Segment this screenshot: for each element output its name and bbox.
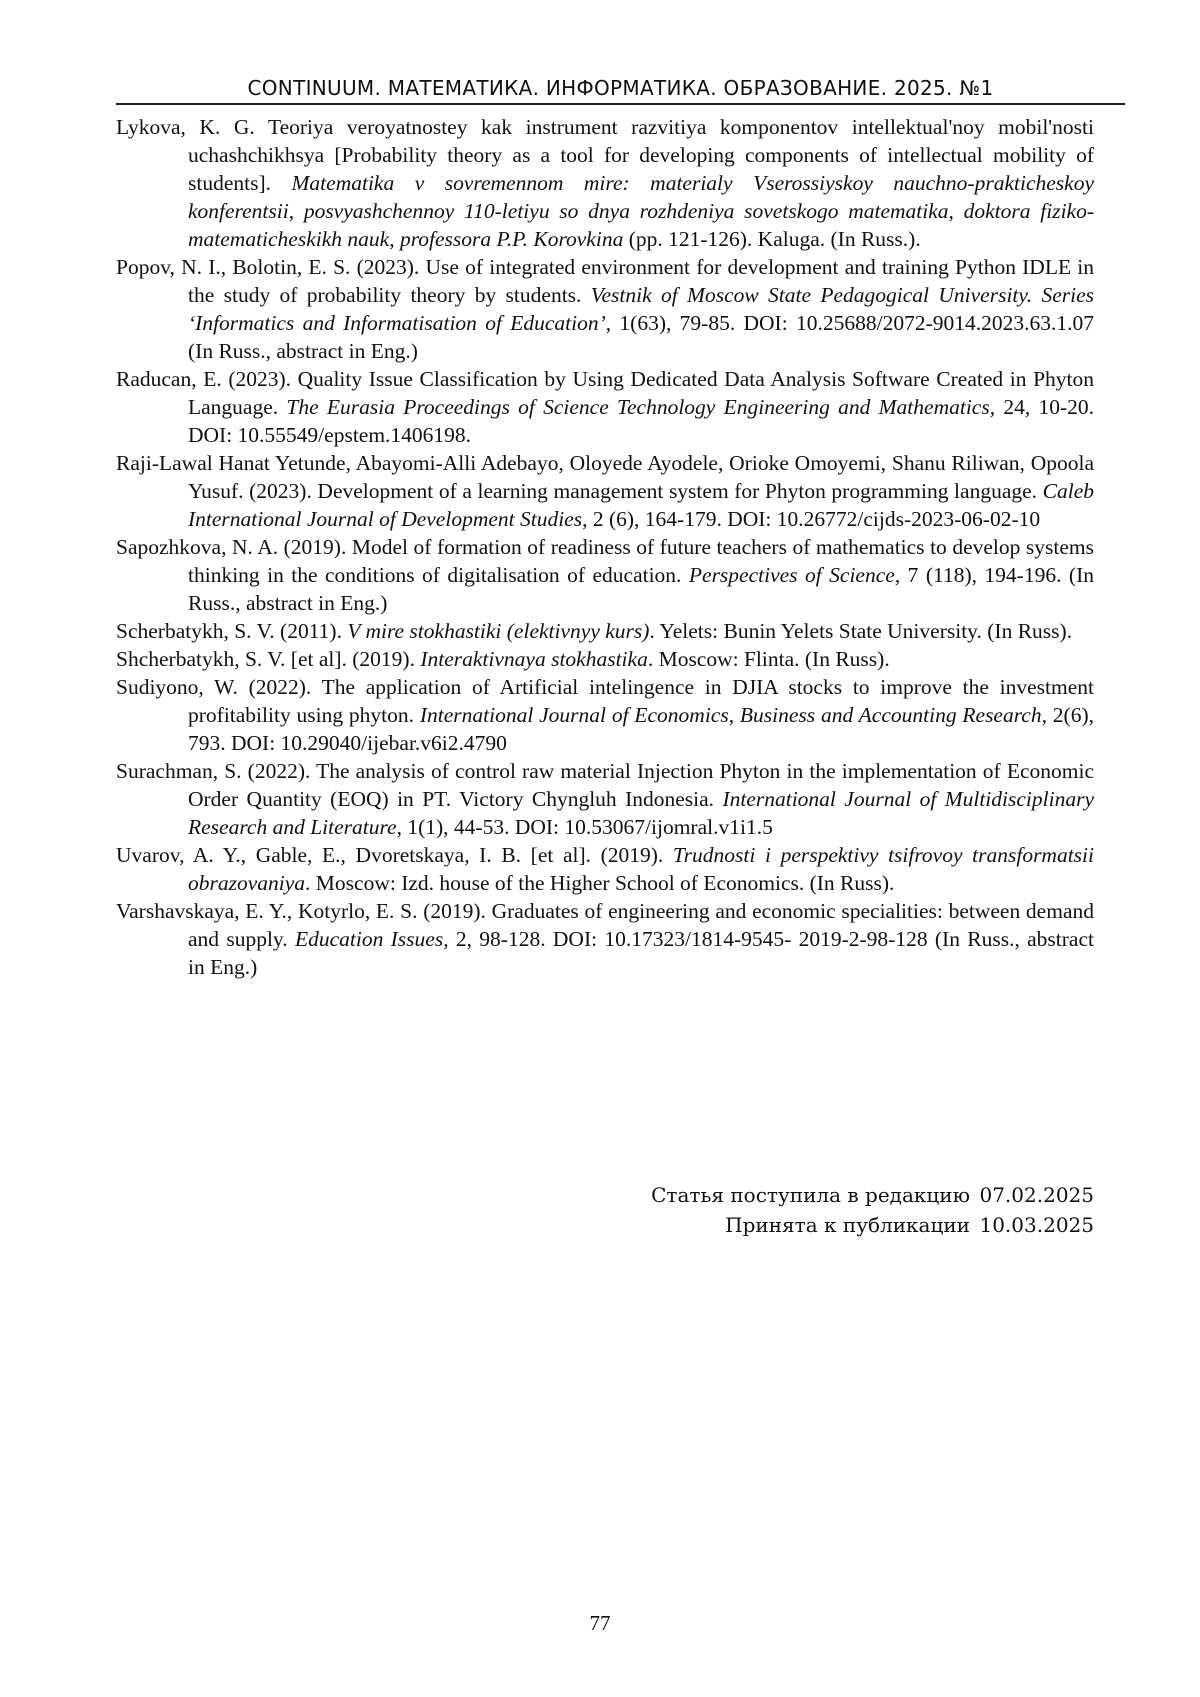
reference-item: Uvarov, A. Y., Gable, E., Dvoretskaya, I. B. [et al]. (2019). Trudnosti i perspektivy tsifrovoy transformatsii obrazovaniya. Moscow: Izd. house of the Higher School of Economics. (In Russ). xyxy=(116,843,1094,895)
running-header: CONTINUUM. МАТЕМАТИКА. ИНФОРМАТИКА. ОБРАЗОВАНИЕ. 2025. №1 xyxy=(247,76,994,100)
header-rule xyxy=(116,103,1125,105)
reference-item: Shcherbatykh, S. V. [et al]. (2019). Interaktivnaya stokhastika. Moscow: Flinta. (In Russ). xyxy=(116,647,890,671)
reference-item: Sapozhkova, N. A. (2019). Model of formation of readiness of future teachers of mathematics to develop systems thinking in the conditions of digitalisation of education. Perspectives of Science, 7 (118), 194-196. (In Russ., abstract in Eng.) xyxy=(116,535,1094,615)
reference-item: Scherbatykh, S. V. (2011). V mire stokhastiki (elektivnyy kurs). Yelets: Bunin Yelets State University. (In Russ). xyxy=(116,619,1073,643)
accepted-row xyxy=(560,1210,1094,1240)
reference-item: Raducan, E. (2023). Quality Issue Classification by Using Dedicated Data Analysis Software Created in Phyton Language. The Eurasia Proceedings of Science Technology Engineering and Mathematics, 24, 10-20. DOI: 10.55549/epstem.1406198. xyxy=(116,367,1094,447)
page-number: 77 xyxy=(589,1611,611,1635)
reference-item: Raji-Lawal Hanat Yetunde, Abayomi-Alli Adebayo, Oloyede Ayodele, Orioke Omoyemi, Shanu Riliwan, Opoola Yusuf. (2023). Development of a learning management system for Phyton programming language. Caleb International Journal of Development Studies, 2 (6), 164-179. DOI: 10.26772/cijds-2023-06-02-10 xyxy=(116,451,1094,531)
received-date: 07.02.2025 xyxy=(979,1183,1094,1207)
reference-list xyxy=(116,113,1094,981)
received-row xyxy=(560,1180,1094,1210)
reference-item: Popov, N. I., Bolotin, E. S. (2023). Use of integrated environment for development and training Python IDLE in the study of probability theory by students. Vestnik of Moscow State Pedagogical University. Series ‘Informatics and Informatisation of Education’, 1(63), 79-85. DOI: 10.25688/2072-9014.2023.63.1.07 (In Russ., abstract in Eng.) xyxy=(116,255,1094,363)
received-label: Статья поступила в редакцию xyxy=(651,1183,970,1207)
reference-item: Varshavskaya, E. Y., Kotyrlo, E. S. (2019). Graduates of engineering and economic specialities: between demand and supply. Education Issues, 2, 98-128. DOI: 10.17323/1814-9545- 2019-2-98-128 (In Russ., abstract in Eng.) xyxy=(116,899,1094,979)
reference-item: Lykova, K. G. Teoriya veroyatnostey kak instrument razvitiya komponentov intellektual'noy mobil'nosti uchashchikhsya [Probability theory as a tool for developing components of intellectual mobility of students]. Matematika v sovremennom mire: materialy Vserossiyskoy nauchno-prakticheskoy konferentsii, posvyashchennoy 110-letiyu so dnya rozhdeniya sovetskogo matematika, doktora fiziko-matematicheskikh nauk, professora P.P. Korovkina (pp. 121-126). Kaluga. (In Russ.). xyxy=(116,115,1094,251)
reference-item: Sudiyono, W. (2022). The application of Artificial intelingence in DJIA stocks to improve the investment profitability using phyton. International Journal of Economics, Business and Accounting Research, 2(6), 793. DOI: 10.29040/ijebar.v6i2.4790 xyxy=(116,675,1094,755)
accepted-label: Принята к публикации xyxy=(725,1213,970,1237)
accepted-date: 10.03.2025 xyxy=(979,1213,1094,1237)
article-dates xyxy=(560,1180,1094,1240)
reference-item: Surachman, S. (2022). The analysis of control raw material Injection Phyton in the implementation of Economic Order Quantity (EOQ) in PT. Victory Chyngluh Indonesia. International Journal of Multidisciplinary Research and Literature, 1(1), 44-53. DOI: 10.53067/ijomral.v1i1.5 xyxy=(116,759,1094,839)
